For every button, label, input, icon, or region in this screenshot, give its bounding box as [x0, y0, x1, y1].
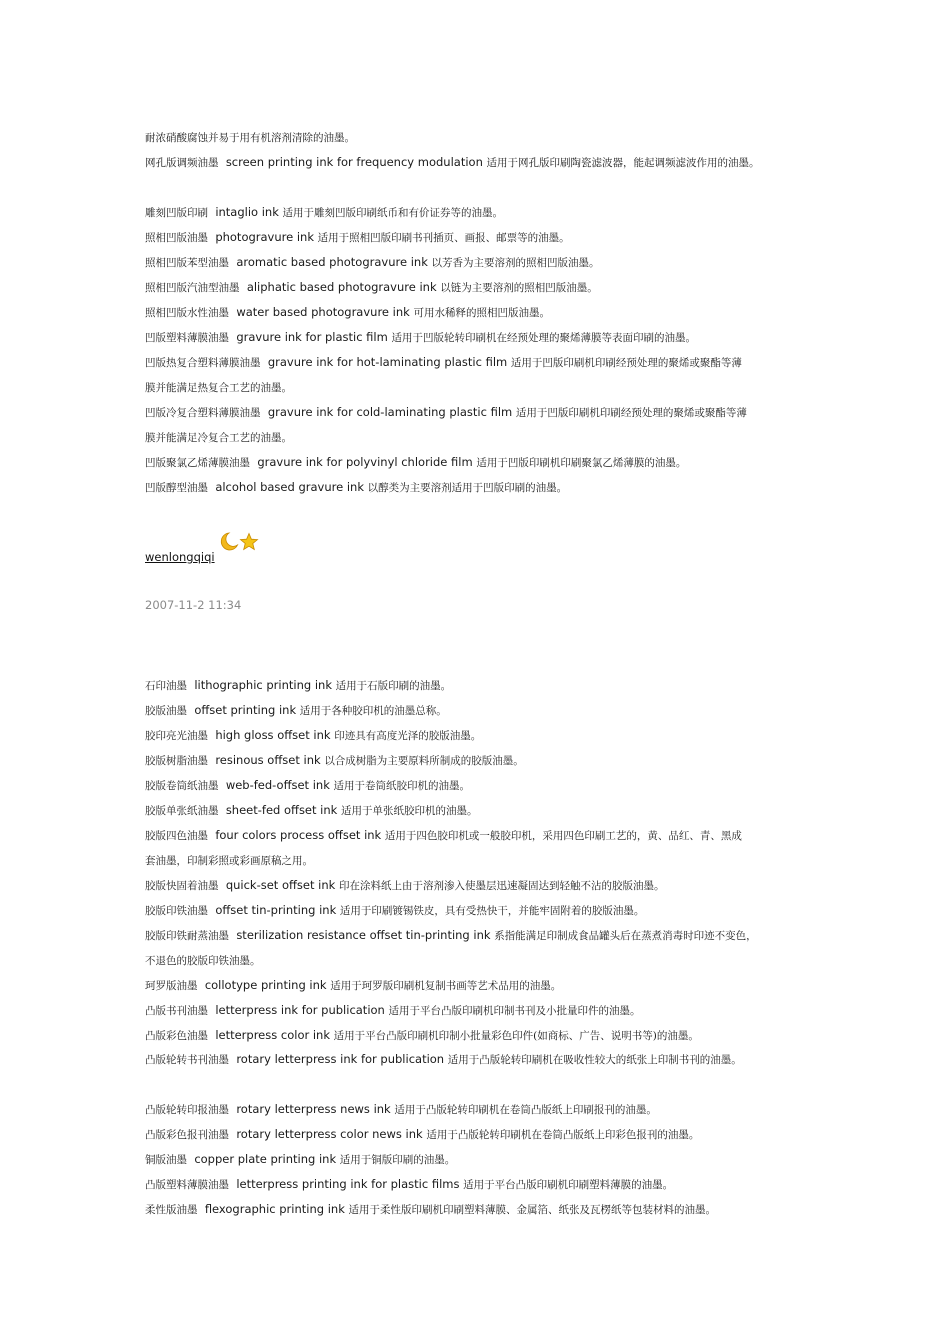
- term-description: 适用于石版印刷的油墨。: [335, 680, 452, 692]
- term-english: four colors process offset ink: [215, 828, 382, 842]
- term-chinese: 凸版彩色油墨: [145, 1030, 208, 1042]
- term-english: alcohol based gravure ink: [215, 480, 364, 494]
- term-english: offset printing ink: [194, 703, 297, 717]
- glossary-entry: [145, 702, 447, 719]
- term-chinese: 照相凹版苯型油墨: [145, 257, 229, 269]
- term-chinese: 照相凹版水性油墨: [145, 307, 229, 319]
- term-english: aromatic based photogravure ink: [236, 255, 428, 269]
- term-chinese: 照相凹版油墨: [145, 232, 208, 244]
- term-description: 以链为主要溶剂的照相凹版油墨。: [440, 282, 598, 294]
- term-description: 以醇类为主要溶剂适用于凹版印刷的油墨。: [367, 482, 568, 494]
- term-english: sheet-fed offset ink: [225, 803, 338, 817]
- glossary-entry: [145, 404, 747, 421]
- term-description: 适用于雕刻凹版印刷纸币和有价证券等的油墨。: [282, 207, 504, 219]
- term-description: 印在涂料纸上由于溶剂渗入使墨层迅速凝固达到轻触不沾的胶版油墨。: [338, 880, 665, 892]
- term-english: rotary letterpress color news ink: [236, 1127, 423, 1141]
- glossary-entry: [145, 229, 570, 246]
- term-description: 适用于凹版印刷机印刷经预处理的聚烯或聚酯等薄: [510, 357, 742, 369]
- term-chinese: 凸版塑料薄膜油墨: [145, 1179, 229, 1191]
- term-chinese: 照相凹版汽油型油墨: [145, 282, 240, 294]
- term-english: intaglio ink: [215, 205, 279, 219]
- term-english: letterpress color ink: [215, 1028, 331, 1042]
- glossary-entry: [145, 1176, 673, 1193]
- glossary-entry: [145, 204, 503, 221]
- term-description: 适用于凹版印刷机印刷经预处理的聚烯或聚酯等薄: [515, 407, 747, 419]
- glossary-entry: [145, 479, 567, 496]
- term-description: 适用于珂罗版印刷机复制书画等艺术品用的油墨。: [330, 980, 562, 992]
- term-description: 适用于凸版轮转印刷机在吸收性较大的纸张上印制书刊的油墨。: [447, 1054, 742, 1066]
- term-chinese: 珂罗版油墨: [145, 980, 198, 992]
- term-english: collotype printing ink: [204, 978, 327, 992]
- glossary-entry: [145, 952, 261, 969]
- term-chinese: 凹版热复合塑料薄膜油墨: [145, 357, 261, 369]
- term-english: gravure ink for hot-laminating plastic film: [267, 355, 508, 369]
- term-english: water based photogravure ink: [236, 305, 410, 319]
- glossary-entry: [145, 354, 742, 371]
- star-icon: [241, 534, 258, 550]
- glossary-entry: [145, 1002, 641, 1019]
- term-english: letterpress printing ink for plastic films: [236, 1177, 460, 1191]
- term-chinese: 胶版油墨: [145, 705, 187, 717]
- term-chinese: 胶版单张纸油墨: [145, 805, 219, 817]
- term-description: 适用于照相凹版印刷书刊插页、画报、邮票等的油墨。: [317, 232, 570, 244]
- glossary-entry: [145, 677, 451, 694]
- author-link[interactable]: wenlongqiqi: [145, 550, 215, 564]
- term-chinese: 凹版塑料薄膜油墨: [145, 332, 229, 344]
- term-chinese: 网孔版调频油墨: [145, 157, 219, 169]
- glossary-entry: [145, 977, 561, 994]
- term-english: flexographic printing ink: [204, 1202, 345, 1216]
- term-chinese: 膜并能满足热复合工艺的油墨。: [145, 382, 292, 394]
- glossary-entry: [145, 802, 477, 819]
- term-english: rotary letterpress news ink: [236, 1102, 391, 1116]
- term-description: 适用于平台凸版印刷机印制小批量彩色印件(如商标、广告、说明书等)的油墨。: [333, 1030, 699, 1042]
- term-english: high gloss offset ink: [215, 728, 331, 742]
- term-description: 适用于印刷镀锡铁皮，具有受热快干，并能牢固附着的胶版油墨。: [339, 905, 645, 917]
- term-chinese: 凹版醇型油墨: [145, 482, 208, 494]
- term-chinese: 凸版轮转书刊油墨: [145, 1054, 229, 1066]
- term-chinese: 凸版彩色报刊油墨: [145, 1129, 229, 1141]
- glossary-entry: [145, 429, 292, 446]
- post-timestamp: 2007-11-2 11:34: [145, 598, 242, 612]
- glossary-entry: [145, 279, 598, 296]
- glossary-entry: [145, 927, 757, 944]
- term-description: 适用于凹版轮转印刷机在经预处理的聚烯薄膜等表面印刷的油墨。: [391, 332, 696, 344]
- glossary-entry: [145, 877, 664, 894]
- glossary-entry: [145, 902, 644, 919]
- term-english: quick-set offset ink: [225, 878, 336, 892]
- term-description: 适用于凹版印刷机印刷聚氯乙烯薄膜的油墨。: [476, 457, 687, 469]
- term-english: offset tin-printing ink: [215, 903, 337, 917]
- term-description: 适用于凸版轮转印刷机在卷筒凸版纸上印刷报刊的油墨。: [394, 1104, 657, 1116]
- glossary-entry: [145, 254, 600, 271]
- glossary-entry: [145, 454, 686, 471]
- glossary-entry: [145, 329, 696, 346]
- term-description: 适用于网孔版印刷陶瓷滤波器，能起调频滤波作用的油墨。: [486, 157, 760, 169]
- term-english: gravure ink for plastic film: [236, 330, 388, 344]
- glossary-entry: [145, 1201, 716, 1218]
- glossary-entry: [145, 752, 524, 769]
- term-english: letterpress ink for publication: [215, 1003, 385, 1017]
- term-description: 系指能满足印制成食品罐头后在蒸煮消毒时印迹不变色，: [494, 930, 757, 942]
- term-english: photogravure ink: [215, 230, 315, 244]
- term-description: 适用于柔性版印刷机印刷塑料薄膜、金属箔、纸张及瓦楞纸等包装材料的油墨。: [348, 1204, 717, 1216]
- term-description: 适用于铜版印刷的油墨。: [339, 1154, 456, 1166]
- term-english: lithographic printing ink: [194, 678, 332, 692]
- glossary-entry: [145, 304, 550, 321]
- term-description: 适用于各种胶印机的油墨总称。: [299, 705, 447, 717]
- glossary-entry: [145, 379, 292, 396]
- glossary-entry: [145, 827, 742, 844]
- term-chinese: 凸版轮转印报油墨: [145, 1104, 229, 1116]
- term-chinese: 胶版快固着油墨: [145, 880, 219, 892]
- term-description: 适用于平台凸版印刷机印刷塑料薄膜的油墨。: [463, 1179, 674, 1191]
- term-description: 可用水稀释的照相凹版油墨。: [413, 307, 550, 319]
- term-english: gravure ink for cold-laminating plastic film: [267, 405, 513, 419]
- moon-icon: [221, 533, 237, 550]
- term-chinese: 膜并能满足冷复合工艺的油墨。: [145, 432, 292, 444]
- term-chinese: 不退色的胶版印铁油墨。: [145, 955, 261, 967]
- term-english: gravure ink for polyvinyl chloride film: [257, 455, 473, 469]
- author-badges: [219, 532, 261, 552]
- glossary-entry: [145, 1027, 699, 1044]
- term-chinese: 胶版卷筒纸油墨: [145, 780, 219, 792]
- term-description: 适用于凸版轮转印刷机在卷筒凸版纸上印彩色报刊的油墨。: [426, 1129, 700, 1141]
- term-chinese: 胶版印铁耐蒸油墨: [145, 930, 229, 942]
- glossary-entry: [145, 852, 313, 869]
- term-description: 适用于四色胶印机或一般胶印机，采用四色印刷工艺的，黄、品红、青、黑成: [384, 830, 742, 842]
- term-chinese: 胶印亮光油墨: [145, 730, 208, 742]
- term-english: web-fed-offset ink: [225, 778, 330, 792]
- glossary-entry: [145, 1051, 742, 1068]
- term-english: sterilization resistance offset tin-printing ink: [236, 928, 491, 942]
- term-english: resinous offset ink: [215, 753, 321, 767]
- term-description: 适用于卷筒纸胶印机的油墨。: [333, 780, 471, 792]
- term-english: copper plate printing ink: [194, 1152, 337, 1166]
- glossary-entry: [145, 1126, 699, 1143]
- glossary-entry: [145, 777, 470, 794]
- glossary-entry: [145, 129, 355, 146]
- term-description: 以芳香为主要溶剂的照相凹版油墨。: [431, 257, 600, 269]
- term-chinese: 耐浓硝酸腐蚀并易于用有机溶剂清除的油墨。: [145, 132, 355, 144]
- term-description: 以合成树脂为主要原料所制成的胶版油墨。: [324, 755, 524, 767]
- term-chinese: 凹版聚氯乙烯薄膜油墨: [145, 457, 250, 469]
- term-description: 适用于平台凸版印刷机印制书刊及小批量印件的油墨。: [388, 1005, 641, 1017]
- glossary-entry: [145, 1151, 455, 1168]
- term-chinese: 凹版冷复合塑料薄膜油墨: [145, 407, 261, 419]
- glossary-entry: [145, 1101, 657, 1118]
- term-chinese: 胶版印铁油墨: [145, 905, 208, 917]
- term-chinese: 胶版树脂油墨: [145, 755, 208, 767]
- term-description: 适用于单张纸胶印机的油墨。: [340, 805, 478, 817]
- term-chinese: 石印油墨: [145, 680, 187, 692]
- term-english: aliphatic based photogravure ink: [246, 280, 437, 294]
- glossary-entry: [145, 154, 760, 171]
- term-english: screen printing ink for frequency modulation: [225, 155, 483, 169]
- term-chinese: 胶版四色油墨: [145, 830, 208, 842]
- term-chinese: 铜版油墨: [145, 1154, 187, 1166]
- term-chinese: 雕刻凹版印刷: [145, 207, 208, 219]
- term-description: 印迹具有高度光泽的胶版油墨。: [334, 730, 482, 742]
- term-chinese: 套油墨，印制彩照或彩画原稿之用。: [145, 855, 313, 867]
- term-chinese: 凸版书刊油墨: [145, 1005, 208, 1017]
- glossary-entry: [145, 727, 481, 744]
- term-chinese: 柔性版油墨: [145, 1204, 198, 1216]
- term-english: rotary letterpress ink for publication: [236, 1052, 445, 1066]
